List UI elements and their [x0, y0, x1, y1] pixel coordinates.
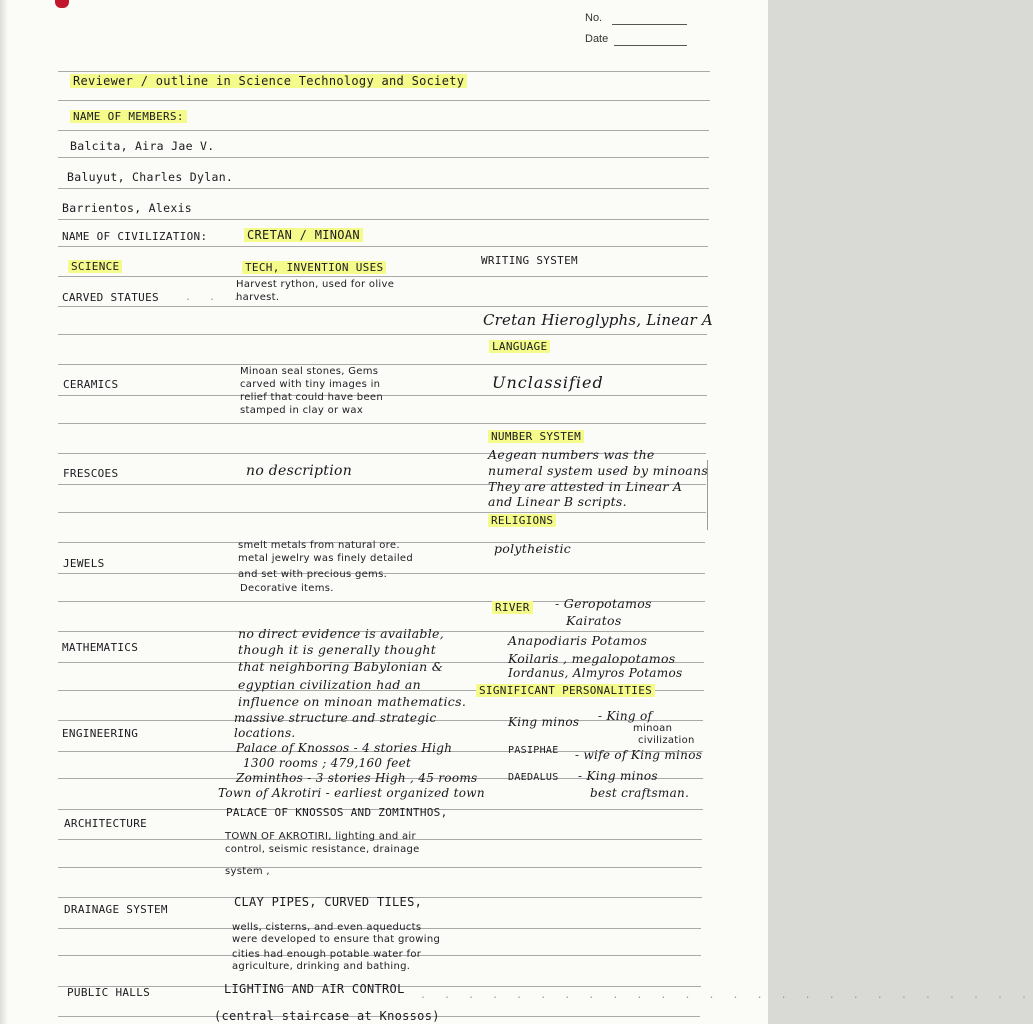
river-label: RIVER	[492, 601, 533, 614]
tech-line: cities had enough potable water for	[232, 949, 422, 960]
tech-line: (central staircase at Knossos)	[214, 1009, 440, 1023]
tech-line: stamped in clay or wax	[240, 405, 364, 416]
tech-line: Minoan seal stones, Gems	[240, 366, 379, 377]
science-item: MATHEMATICS	[62, 641, 139, 654]
personality-desc: best craftsman.	[590, 786, 690, 800]
member-name: Baluyut, Charles Dylan.	[67, 170, 234, 184]
civilization-label: NAME OF CIVILIZATION:	[62, 230, 208, 243]
tech-line: CLAY PIPES, CURVED TILES,	[234, 895, 423, 909]
members-label: NAME OF MEMBERS:	[70, 110, 187, 123]
tech-line: PALACE OF KNOSSOS AND ZOMINTHOS,	[226, 806, 448, 819]
tech-line: Harvest rython, used for olive	[236, 279, 395, 290]
tech-line: smelt metals from natural ore.	[238, 540, 400, 551]
writing-column-header: WRITING SYSTEM	[481, 254, 578, 267]
no-label: No.	[585, 12, 603, 24]
tech-line: locations.	[234, 726, 296, 740]
no-line	[612, 24, 687, 25]
ruled-line	[58, 219, 709, 220]
personality-name: PASIPHAE	[508, 745, 559, 756]
ruled-line	[58, 246, 708, 247]
personality-desc: civilization	[638, 735, 695, 746]
page-edge-shadow	[0, 0, 8, 1024]
science-item: ENGINEERING	[62, 727, 139, 740]
language-value: Unclassified	[492, 373, 604, 392]
personality-name: King minos	[508, 715, 580, 729]
science-item: DRAINAGE SYSTEM	[64, 903, 168, 916]
tech-line: and set with precious gems.	[238, 569, 388, 580]
personality-desc: - King of	[598, 709, 653, 723]
ruled-line	[58, 71, 710, 72]
number-system-line: numeral system used by minoans	[488, 463, 709, 478]
ruled-line	[58, 276, 708, 277]
river-line: Koilaris , megalopotamos	[508, 651, 676, 666]
ruled-line	[58, 364, 707, 365]
dot-leader: . . .	[185, 292, 246, 303]
tech-line: carved with tiny images in	[240, 379, 381, 390]
writing-value: Cretan Hieroglyphs, Linear A	[483, 311, 713, 329]
tech-line: were developed to ensure that growing	[232, 934, 441, 945]
dot-leader: . . . . . . . . . . . . . . . . . . . . . . . . . .	[420, 990, 1033, 1001]
tech-line: no direct evidence is available,	[238, 626, 444, 641]
tech-line: LIGHTING AND AIR CONTROL	[224, 982, 405, 996]
science-column-header: SCIENCE	[68, 260, 122, 273]
science-item: FRESCOES	[63, 467, 119, 480]
tech-line: egyptian civilization had an	[238, 677, 422, 692]
ruled-line	[58, 157, 709, 158]
tech-line: influence on minoan mathematics.	[238, 694, 467, 709]
science-item: CERAMICS	[63, 378, 119, 391]
tech-line: Town of Akrotiri - earliest organized town	[218, 786, 485, 800]
tech-line: metal jewelry was finely detailed	[238, 553, 414, 564]
tech-line: system ,	[225, 866, 270, 877]
ruled-line	[58, 188, 709, 189]
ruled-line	[58, 334, 707, 335]
tech-line: relief that could have been	[240, 392, 384, 403]
river-line: Anapodiaris Potamos	[508, 633, 648, 648]
page-title: Reviewer / outline in Science Technology and Society	[70, 74, 467, 88]
river-line: - Geropotamos	[555, 596, 652, 611]
personality-desc: - wife of King minos	[575, 748, 703, 762]
personality-desc: - King minos	[578, 769, 658, 783]
member-name: Barrientos, Alexis	[62, 201, 193, 215]
ruled-line	[58, 867, 702, 868]
member-name: Balcita, Aira Jae V.	[70, 139, 215, 153]
ruled-line	[58, 423, 706, 424]
language-label: LANGUAGE	[489, 340, 550, 353]
tech-line: control, seismic resistance, drainage	[225, 844, 420, 855]
tech-line: Decorative items.	[240, 583, 334, 594]
river-line: Kairatos	[566, 613, 622, 628]
tech-line: harvest.	[236, 292, 280, 303]
ruled-line	[58, 100, 710, 101]
tech-line: Palace of Knossos - 4 stories High	[236, 741, 453, 755]
tech-line: 1300 rooms ; 479,160 feet	[243, 756, 412, 770]
tech-line: that neighboring Babylonian &	[238, 659, 444, 674]
number-system-label: NUMBER SYSTEM	[488, 430, 584, 443]
civilization-value: CRETAN / MINOAN	[244, 228, 363, 242]
tech-line: massive structure and strategic	[234, 711, 437, 725]
tech-column-header: TECH, INVENTION USES	[242, 261, 386, 274]
personality-desc: minoan	[633, 723, 673, 734]
river-line: Iordanus, Almyros Potamos	[508, 666, 683, 680]
tech-line: no description	[246, 463, 353, 479]
number-system-line: Aegean numbers was the	[488, 447, 655, 462]
science-item: PUBLIC HALLS	[67, 986, 151, 999]
personality-name: DAEDALUS	[508, 772, 559, 783]
number-system-line: and Linear B scripts.	[488, 494, 627, 509]
tech-line: though it is generally thought	[238, 642, 437, 657]
tech-line: TOWN OF AKROTIRI, lighting and air	[225, 831, 416, 842]
date-line	[614, 45, 687, 46]
tech-line: Zominthos - 3 stories High , 45 rooms	[236, 771, 478, 785]
religions-value: polytheistic	[494, 541, 572, 556]
ruled-line	[58, 130, 709, 131]
date-label: Date	[585, 33, 609, 45]
ribbon-marker	[55, 0, 69, 8]
science-item: CARVED STATUES	[62, 291, 159, 304]
religions-label: RELIGIONS	[488, 514, 556, 527]
science-item: JEWELS	[63, 557, 105, 570]
personalities-label: SIGNIFICANT PERSONALITIES	[476, 684, 655, 697]
number-system-line: They are attested in Linear A	[488, 479, 683, 494]
ruled-line	[58, 512, 706, 513]
tech-line: wells, cisterns, and even aqueducts	[232, 922, 422, 933]
tech-line: agriculture, drinking and bathing.	[232, 961, 411, 972]
ruled-line	[58, 306, 708, 307]
science-item: ARCHITECTURE	[64, 817, 148, 830]
